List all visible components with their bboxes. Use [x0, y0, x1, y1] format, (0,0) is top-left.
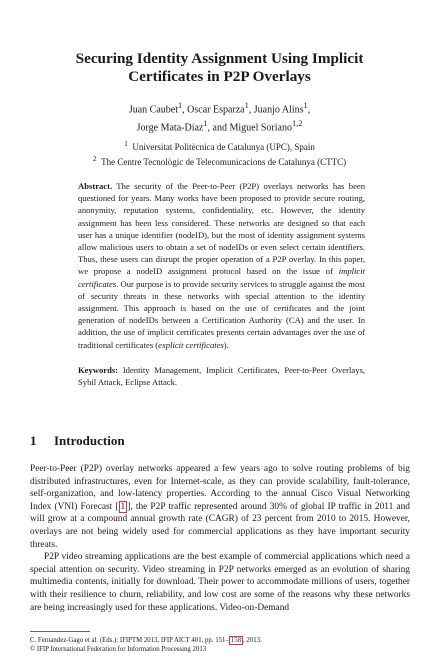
- footer-line-1: [30, 636, 262, 645]
- authors-line-2: Jorge Mata-Díaz$^1$, and Miguel Soriano$^{1,2}$: [136, 119, 303, 134]
- author-name: Jorge Mata-Díaz: [136, 122, 204, 134]
- author-affil-sup: 1: [303, 101, 308, 110]
- body-text: [30, 463, 410, 614]
- affiliation: [30, 138, 409, 153]
- abstract-text-a: The security of the Peer-to-Peer (P2P) overlays networks has been questioned for years. Many works have been proposed to provide secure routing, anonymity, reputation systems, confidentiality, etc. However, the identity assignment has been less considered. These networks are designed so that each user has a unique identifier (nodeID), but the most of identity assignment systems allow malicious users to obtain a set of nodeIDs or even select certain identifiers. Thus, these users can disrupt the proper operation of a P2P overlay. In this paper, we propose a nodeID assignment protocol based on the issue of: [78, 181, 365, 277]
- author-name: Miguel Soriano: [229, 122, 292, 134]
- author-affil-sup: 1,2: [291, 119, 303, 129]
- footer-line-2: © IFIP International Federation for Information Processing 2013: [30, 646, 207, 653]
- paragraph-text: , the P2P traffic represented around 30% of global IP traffic in 2011 and will grow at a compound annual growth rate (CAGR) of 23 percent from 2010 to 2015. However, overlays are not being widely used for commercial applications as they have important security threats.: [30, 501, 410, 550]
- author-affil-sup: 1: [203, 119, 208, 129]
- abstract-label: Abstract.: [78, 181, 113, 191]
- section-number: 1: [30, 433, 37, 448]
- author-name: Juan Caubet: [128, 104, 178, 116]
- section-heading: [30, 433, 125, 449]
- keywords: [78, 364, 365, 388]
- abstract-text-b: . Our purpose is to provide security services to struggle against the most of security threats in these networks with special attention to the identity assignment. This approach is based on the use of certificates and the joint generation of nodeIDs between a Certification Authority (CA) and the user. In addition, the use of implicit certificates presents certain advantages over the use of traditional certificates (: [78, 278, 365, 350]
- author-name: Oscar Esparza: [187, 104, 245, 116]
- abstract-text-c: ).: [223, 339, 229, 350]
- affil-sup: 2: [92, 154, 97, 163]
- page-footer: [30, 636, 262, 654]
- affil-text: The Centre Tecnològic de Telecomunicacions de Catalunya (CTTC): [101, 157, 347, 167]
- page-end-link[interactable]: 158: [230, 637, 241, 644]
- keywords-text: Identity Management, Implicit Certificates, Peer-to-Peer Overlays, Sybil Attack, Eclipse Attack.: [78, 365, 365, 388]
- affil-sup: 1: [124, 139, 128, 148]
- affiliation-list: [30, 138, 409, 168]
- paper-title: [30, 50, 409, 86]
- section-title: Introduction: [54, 433, 125, 448]
- paragraph: [30, 551, 410, 614]
- author-affil-sup: 1: [244, 101, 249, 110]
- abstract-em-a: implicit certificates: [78, 266, 365, 289]
- title-line-2: Certificates in P2P Overlays: [128, 68, 311, 85]
- paragraph-text: Peer-to-Peer (P2P) overlay networks appeared a few years ago to solve routing problems of big distributed infrastructures, even for Internet-scale, as they can provide scalability, fault-tolerance, self-organization, and low-latency properties. According to the annual Cisco Visual Networking Index (VNI) Forecast: [30, 464, 410, 512]
- author-affil-sup: 1: [177, 101, 183, 110]
- footer-text: C. Fernandez-Gago et al. (Eds.): IFIPTM 2013, IFIP AICT 401, pp. 151–: [30, 637, 229, 644]
- affil-text: Universitat Politècnica de Catalunya (UPC), Spain: [132, 142, 315, 152]
- abstract: [78, 180, 365, 351]
- title-line-1: Securing Identity Assignment Using Implicit: [75, 50, 364, 67]
- citation-link[interactable]: 1: [120, 501, 126, 512]
- author-name: Juanjo Alins: [253, 104, 304, 116]
- authors-line-1: Juan Caubet$^1$, Oscar Esparza$^1$, Juanjo Alins$^1$,: [128, 101, 311, 116]
- keywords-label: Keywords:: [78, 365, 119, 375]
- footnote-rule: [30, 631, 90, 632]
- paragraph: Peer-to-Peer (P2P) overlay networks appeared a few years ago to solve routing problems of big distributed infrastructures, even for Internet-scale, as they can provide scalability, fault-tolerance, self-organization, and low-latency properties. According to the annual Cisco Visual Networking Index (VNI) Forecast [ 1 ], the P2P traffic represented around 30% of global IP traffic in 2011 and will grow at a compound annual growth rate (CAGR) of 23 percent from 2010 to 2015. However, overlays are not being widely used for commercial applications as they have important security threats.: [30, 464, 410, 550]
- abstract-em-b: explicit certificates: [158, 339, 224, 350]
- paragraph-text: P2P video streaming applications are the best example of commercial applications which need a special attention on security. Video streaming in P2P networks emerged as an evolution of sharing multimedia contents, initially for download. Their power to accommodate millions of users, together with their resilience to churn, reliability, and low cost are some of the reasons why these networks are being increasingly used for these applications. Video-on-Demand: [30, 552, 410, 613]
- footer-text: , 2013.: [243, 637, 262, 644]
- affiliation: [30, 153, 409, 168]
- author-list: [30, 99, 409, 136]
